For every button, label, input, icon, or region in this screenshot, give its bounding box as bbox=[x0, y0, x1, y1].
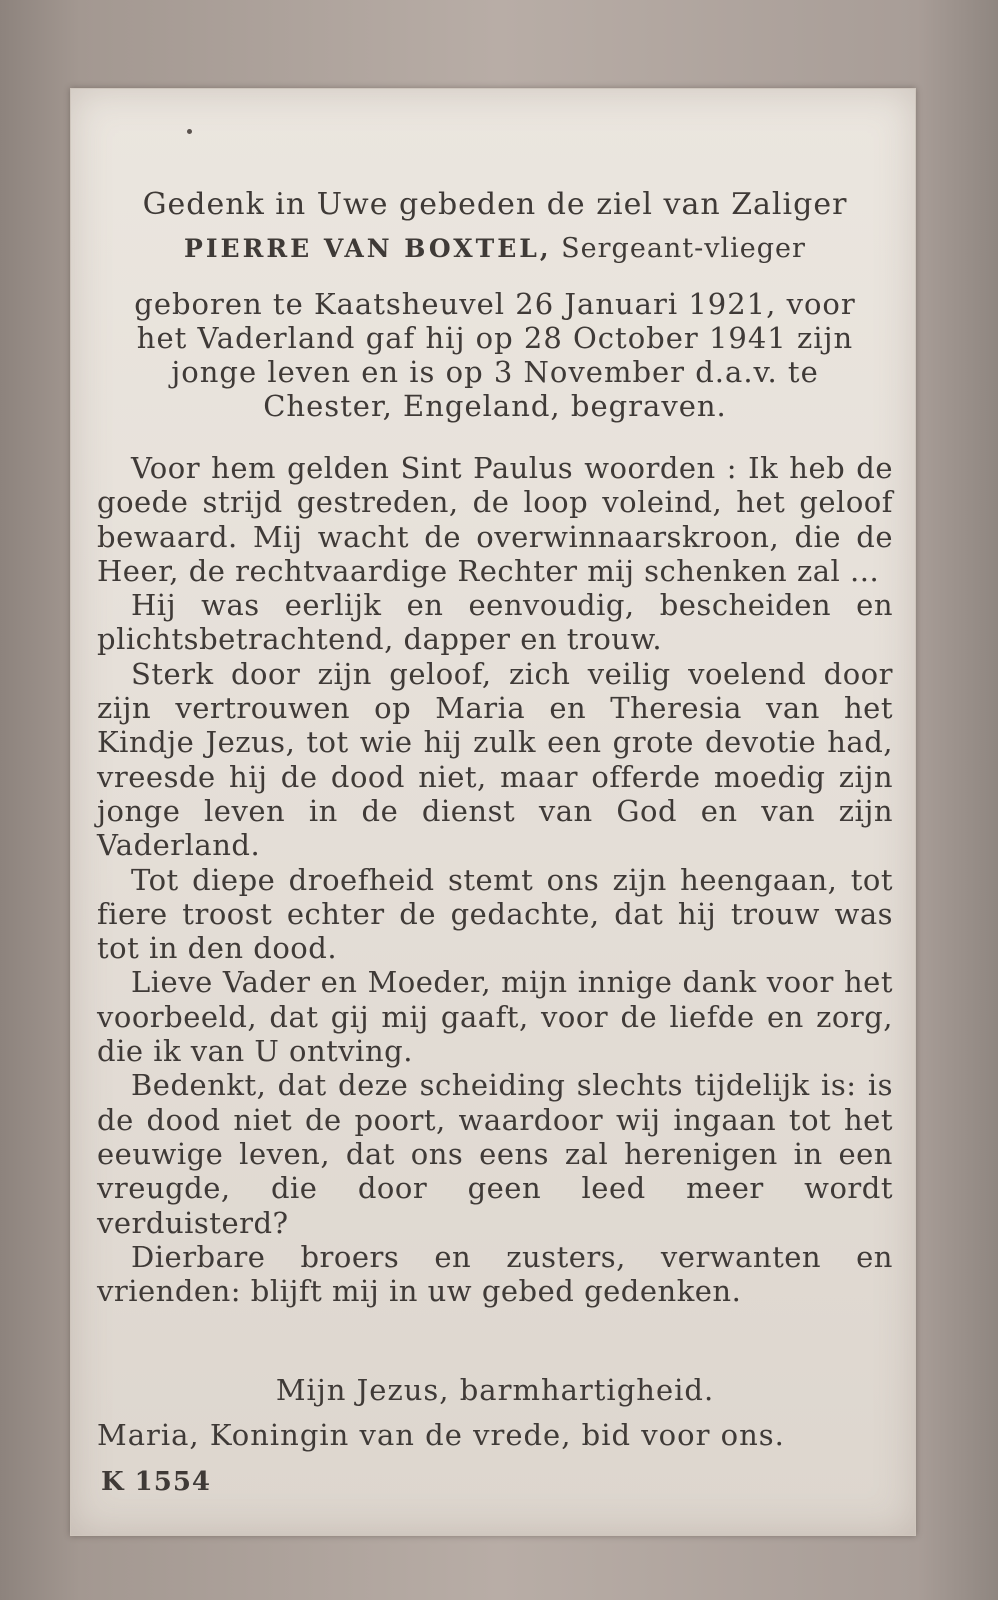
memorial-text bbox=[97, 451, 893, 1308]
intro-line: geboren te Kaatsheuvel 26 Januari 1921, voor bbox=[134, 287, 856, 321]
memorial-heading: Gedenk in Uwe gebeden de ziel van Zaliger bbox=[142, 187, 848, 222]
paragraph-faith: Sterk door zijn geloof, zich veilig voelend door zijn vertrouwen op Maria en Theresia van het Kindje Jezus, tot wie hij zulk een grote devotie had, vreesde hij de dood niet, maar offerde moedig zijn jonge leven in de dienst van God en van zijn Vaderland. bbox=[97, 656, 893, 863]
paragraph-parents: Lieve Vader en Moeder, mijn innige dank voor het voorbeeld, dat gij mij gaaft, voor de liefde en zorg, die ik van U ontving. bbox=[97, 965, 893, 1069]
biographical-intro bbox=[101, 287, 889, 423]
intro-line: het Vaderland gaf hij op 28 October 1941 zijn bbox=[136, 321, 854, 355]
intro-line: jonge leven en is op 3 November d.a.v. te bbox=[171, 355, 819, 389]
paragraph-siblings: Dierbare broers en zusters, verwanten en vrienden: blijft mij in uw gebed gedenken. bbox=[97, 1239, 893, 1309]
deceased-name: PIERRE VAN BOXTEL, bbox=[184, 234, 552, 263]
paragraph-scripture: Voor hem gelden Sint Paulus woorden : Ik heb de goede strijd gestreden, de loop voleind, het geloof bewaard. Mij wacht de overwinnaarskroon, die de Heer, de rechtvaardige Rechter mij schenken zal ... bbox=[97, 451, 893, 588]
closing-prayer-jesus: Mijn Jezus, barmhartigheid. bbox=[275, 1373, 715, 1407]
closing-prayer-maria: Maria, Koningin van de vrede, bid voor ons. bbox=[97, 1418, 785, 1452]
paragraph-grief: Tot diepe droefheid stemt ons zijn heengaan, tot fiere troost echter de gedachte, dat hij trouw was tot in den dood. bbox=[97, 862, 893, 966]
paragraph-separation: Bedenkt, dat deze scheiding slechts tijdelijk is: is de dood niet de poort, waardoor wij ingaan tot het eeuwige leven, dat ons eens zal herenigen in een vreugde, die door geen leed meer wordt verduisterd? bbox=[97, 1068, 893, 1240]
deceased-rank: Sergeant-vlieger bbox=[561, 233, 806, 264]
intro-line: Chester, Engeland, begraven. bbox=[263, 389, 727, 423]
print-code: K 1554 bbox=[101, 1467, 212, 1497]
paper-speck bbox=[187, 129, 192, 134]
memorial-card bbox=[70, 88, 916, 1536]
paragraph-character: Hij was eerlijk en eenvoudig, bescheiden en plichtsbetrachtend, dapper en trouw. bbox=[97, 588, 893, 657]
deceased-name-line bbox=[101, 229, 889, 269]
